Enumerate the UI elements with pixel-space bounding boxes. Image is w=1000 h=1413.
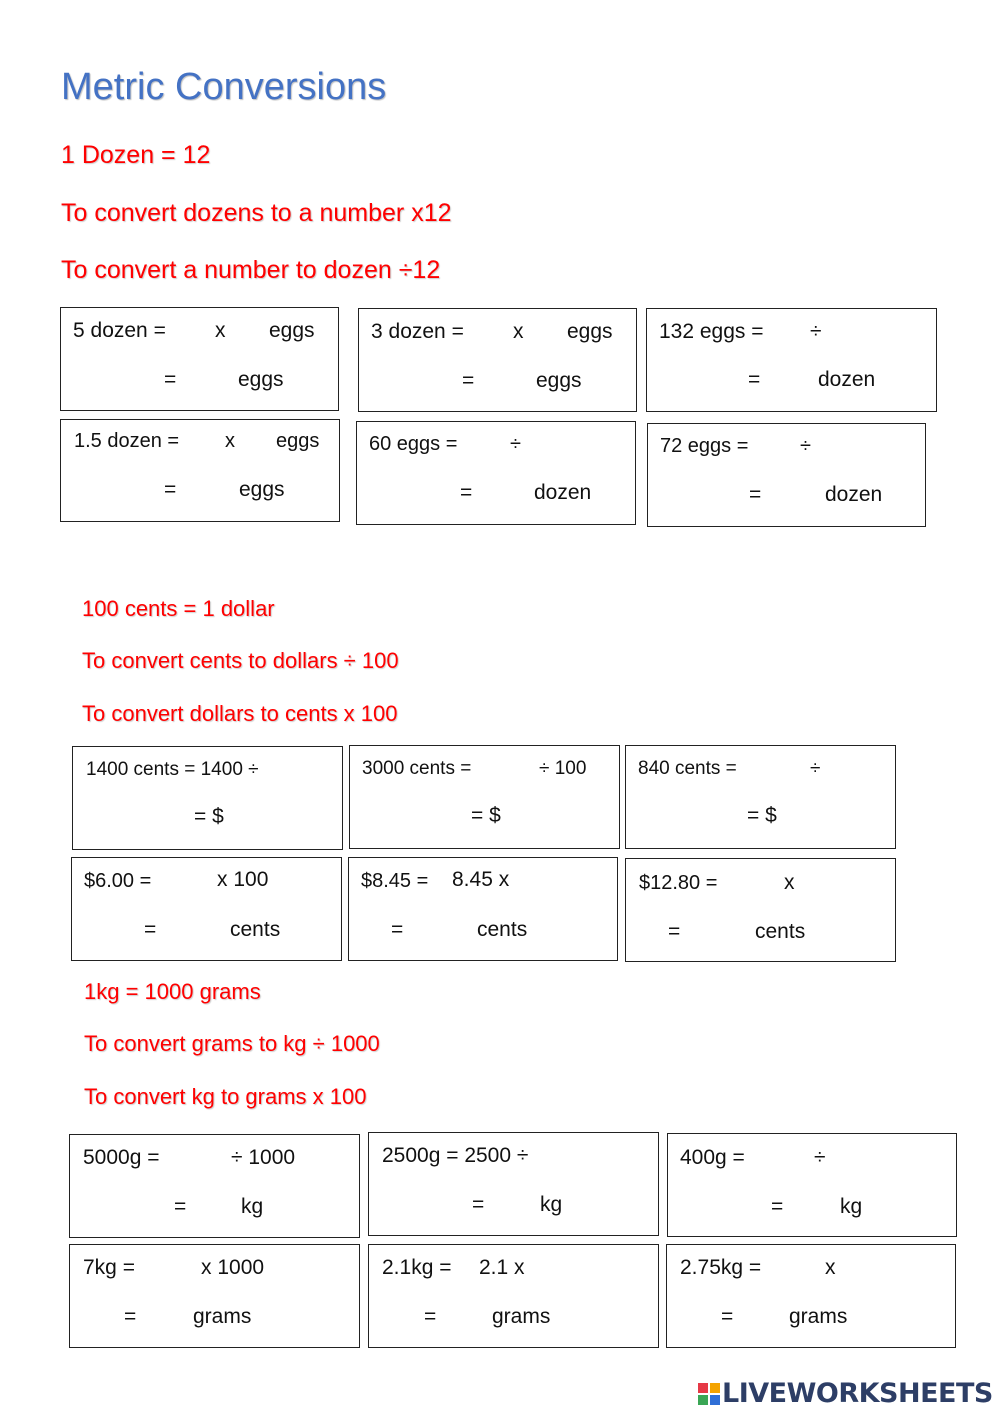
dozen-box-3	[646, 308, 937, 412]
money-box-3	[625, 745, 896, 849]
box-prompt: 1.5 dozen =	[74, 430, 180, 452]
money-box-6	[625, 858, 896, 962]
money-box-1	[72, 746, 343, 850]
rule-number-to-dozen: To convert a number to dozen ÷12	[61, 256, 441, 284]
box-equals: = $	[471, 804, 501, 827]
box-operator: x	[784, 871, 795, 894]
box-operator: ÷ 1000	[231, 1146, 296, 1169]
page-title: Metric Conversions	[61, 66, 387, 108]
dozen-box-2	[358, 308, 637, 412]
box-prompt: 3 dozen =	[371, 320, 464, 343]
box-answer-unit: dozen	[818, 368, 876, 391]
box-answer-unit: dozen	[534, 481, 592, 504]
liveworksheets-logo-icon	[698, 1383, 720, 1405]
box-answer-unit: cents	[230, 918, 281, 941]
box-prompt: 7kg =	[83, 1256, 135, 1279]
box-equals: = $	[194, 805, 224, 828]
liveworksheets-logo	[698, 1378, 993, 1409]
money-box-5	[348, 857, 618, 961]
mass-box-2	[368, 1132, 659, 1236]
box-operator: ÷ 100	[539, 758, 587, 779]
box-equals: =	[771, 1195, 784, 1218]
dozen-box-1	[60, 307, 339, 411]
box-operator: 2.1 x	[479, 1256, 525, 1279]
box-equals: =	[749, 483, 762, 506]
box-prompt: 840 cents =	[638, 758, 737, 779]
box-equals: =	[391, 918, 404, 941]
box-answer-unit: kg	[540, 1193, 563, 1216]
mass-box-3	[667, 1133, 957, 1237]
box-prompt: 5 dozen =	[73, 319, 166, 342]
box-operator: x 100	[217, 868, 269, 891]
box-operator: x	[225, 430, 235, 452]
box-answer-unit: eggs	[238, 368, 284, 391]
box-equals: = $	[747, 804, 777, 827]
box-prompt: 400g =	[680, 1146, 745, 1169]
box-operator: x 1000	[201, 1256, 265, 1279]
box-prompt: $12.80 =	[639, 872, 718, 894]
box-operator: x	[215, 319, 226, 342]
rule-dozen-definition: 1 Dozen = 12	[61, 141, 211, 169]
box-unit: eggs	[567, 320, 613, 343]
box-prompt: 2500g = 2500 ÷	[382, 1144, 529, 1167]
rule-dollars-to-cents: To convert dollars to cents x 100	[82, 701, 398, 726]
box-equals: =	[144, 918, 157, 941]
rule-grams-to-kg: To convert grams to kg ÷ 1000	[84, 1031, 380, 1056]
box-unit: eggs	[276, 430, 320, 452]
box-answer-unit: grams	[193, 1305, 252, 1328]
box-answer-unit: eggs	[536, 369, 582, 392]
dozen-box-6	[647, 423, 926, 527]
box-equals: =	[472, 1193, 485, 1216]
box-prompt: 60 eggs =	[369, 433, 458, 455]
box-equals: =	[748, 368, 761, 391]
box-equals: =	[668, 920, 681, 943]
box-unit: eggs	[269, 319, 315, 342]
box-operator: x	[825, 1256, 836, 1279]
mass-box-4	[69, 1244, 360, 1348]
box-equals: =	[174, 1195, 187, 1218]
box-operator: ÷	[810, 320, 822, 343]
box-equals: =	[462, 369, 475, 392]
box-equals: =	[124, 1305, 137, 1328]
box-operator: ÷	[810, 758, 821, 779]
box-prompt: 2.1kg =	[382, 1256, 452, 1279]
box-prompt: 1400 cents = 1400 ÷	[86, 759, 259, 780]
money-box-4	[71, 857, 342, 961]
rule-cents-to-dollars: To convert cents to dollars ÷ 100	[82, 648, 399, 673]
box-prompt: 132 eggs =	[659, 320, 764, 343]
box-operator: ÷	[510, 433, 521, 455]
box-equals: =	[424, 1305, 437, 1328]
box-prompt: 3000 cents =	[362, 758, 472, 779]
box-prompt: $8.45 =	[361, 870, 429, 892]
box-answer-unit: cents	[477, 918, 528, 941]
box-equals: =	[460, 481, 473, 504]
box-prompt: 72 eggs =	[660, 435, 749, 457]
box-answer-unit: cents	[755, 920, 806, 943]
box-answer-unit: grams	[789, 1305, 848, 1328]
box-equals: =	[721, 1305, 734, 1328]
box-prompt: 2.75kg =	[680, 1256, 762, 1279]
box-answer-unit: kg	[840, 1195, 863, 1218]
rule-kg-to-grams: To convert kg to grams x 100	[84, 1084, 367, 1109]
rule-cents-definition: 100 cents = 1 dollar	[82, 596, 275, 621]
mass-box-5	[368, 1244, 659, 1348]
box-prompt: 5000g =	[83, 1146, 160, 1169]
dozen-box-5	[356, 421, 636, 525]
box-operator: ÷	[800, 435, 811, 457]
box-prompt: $6.00 =	[84, 870, 152, 892]
money-box-2	[349, 745, 620, 849]
box-answer-unit: kg	[241, 1195, 264, 1218]
rule-dozens-to-number: To convert dozens to a number x12	[61, 199, 452, 227]
box-answer-unit: grams	[492, 1305, 551, 1328]
logo-text: LIVEWORKSHEETS	[722, 1378, 993, 1409]
box-answer-unit: dozen	[825, 483, 883, 506]
rule-kg-definition: 1kg = 1000 grams	[84, 979, 261, 1004]
box-operator: ÷	[814, 1146, 826, 1169]
box-answer-unit: eggs	[239, 478, 285, 501]
mass-box-1	[69, 1134, 360, 1238]
dozen-box-4	[60, 419, 340, 522]
box-equals: =	[164, 478, 177, 501]
box-equals: =	[164, 368, 177, 391]
box-operator: x	[513, 320, 524, 343]
mass-box-6	[666, 1244, 956, 1348]
box-operator: 8.45 x	[452, 868, 510, 891]
